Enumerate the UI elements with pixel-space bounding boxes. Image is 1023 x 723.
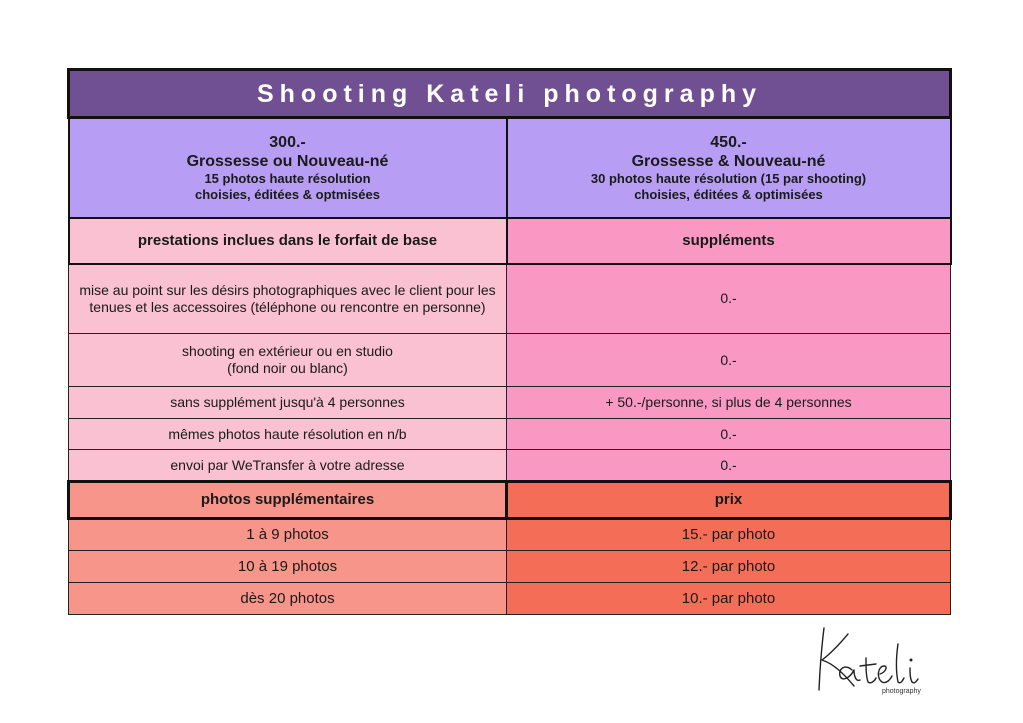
supplement-cell: 0.- (507, 450, 951, 482)
photo-range-cell: dès 20 photos (69, 583, 507, 615)
included-header-row (69, 218, 951, 264)
package-name: Grossesse ou Nouveau-né (186, 153, 389, 171)
page-title: Shooting Kateli photography (69, 70, 951, 118)
included-header-left: prestations inclues dans le forfait de base (69, 218, 507, 264)
logo-subtitle: photography (882, 688, 921, 695)
package-cell-basic (69, 118, 507, 218)
photo-price-cell: 12.- par photo (507, 551, 951, 583)
table-row (69, 450, 951, 482)
service-cell: sans supplément jusqu'à 4 personnes (69, 387, 507, 419)
kateli-signature-icon (800, 624, 950, 694)
table-row (69, 551, 951, 583)
supplement-cell: 0.- (507, 419, 951, 450)
packages-row (69, 118, 951, 218)
photo-price-cell: 15.- par photo (507, 519, 951, 551)
service-line-2: (fond noir ou blanc) (227, 360, 348, 376)
service-cell: mise au point sur les désirs photographiques avec le client pour les tenues et les accessoires (téléphone ou rencontre en personne) (69, 264, 507, 334)
photo-price-cell: 10.- par photo (507, 583, 951, 615)
extra-photos-header-left: photos supplémentaires (69, 482, 507, 519)
extra-photos-header-row (69, 482, 951, 519)
photo-range-cell: 1 à 9 photos (69, 519, 507, 551)
table-row (69, 519, 951, 551)
package-photos: 30 photos haute résolution (15 par shooting) (590, 171, 867, 187)
table-row (69, 387, 951, 419)
package-details: choisies, éditées & optimisées (634, 186, 823, 202)
package-name: Grossesse & Nouveau-né (631, 153, 826, 171)
table-row (69, 264, 951, 334)
package-price: 300.- (269, 133, 306, 151)
table-row (69, 583, 951, 615)
package-cell-combo (507, 118, 951, 218)
pricing-table (67, 68, 952, 615)
package-details: choisies, éditées & optmisées (195, 186, 380, 202)
extra-photos-header-right: prix (507, 482, 951, 519)
package-price: 450.- (710, 133, 747, 151)
supplement-cell: + 50.-/personne, si plus de 4 personnes (507, 387, 951, 419)
included-header-right: suppléments (507, 218, 951, 264)
supplement-cell: 0.- (507, 334, 951, 387)
title-row (69, 70, 951, 118)
service-cell: envoi par WeTransfer à votre adresse (69, 450, 507, 482)
table-row (69, 334, 951, 387)
service-cell: mêmes photos haute résolution en n/b (69, 419, 507, 450)
kateli-logo (800, 624, 950, 704)
supplement-cell: 0.- (507, 264, 951, 334)
service-cell (69, 334, 507, 387)
table-row (69, 419, 951, 450)
service-line-1: shooting en extérieur ou en studio (182, 343, 393, 360)
package-photos: 15 photos haute résolution (204, 171, 371, 187)
photo-range-cell: 10 à 19 photos (69, 551, 507, 583)
